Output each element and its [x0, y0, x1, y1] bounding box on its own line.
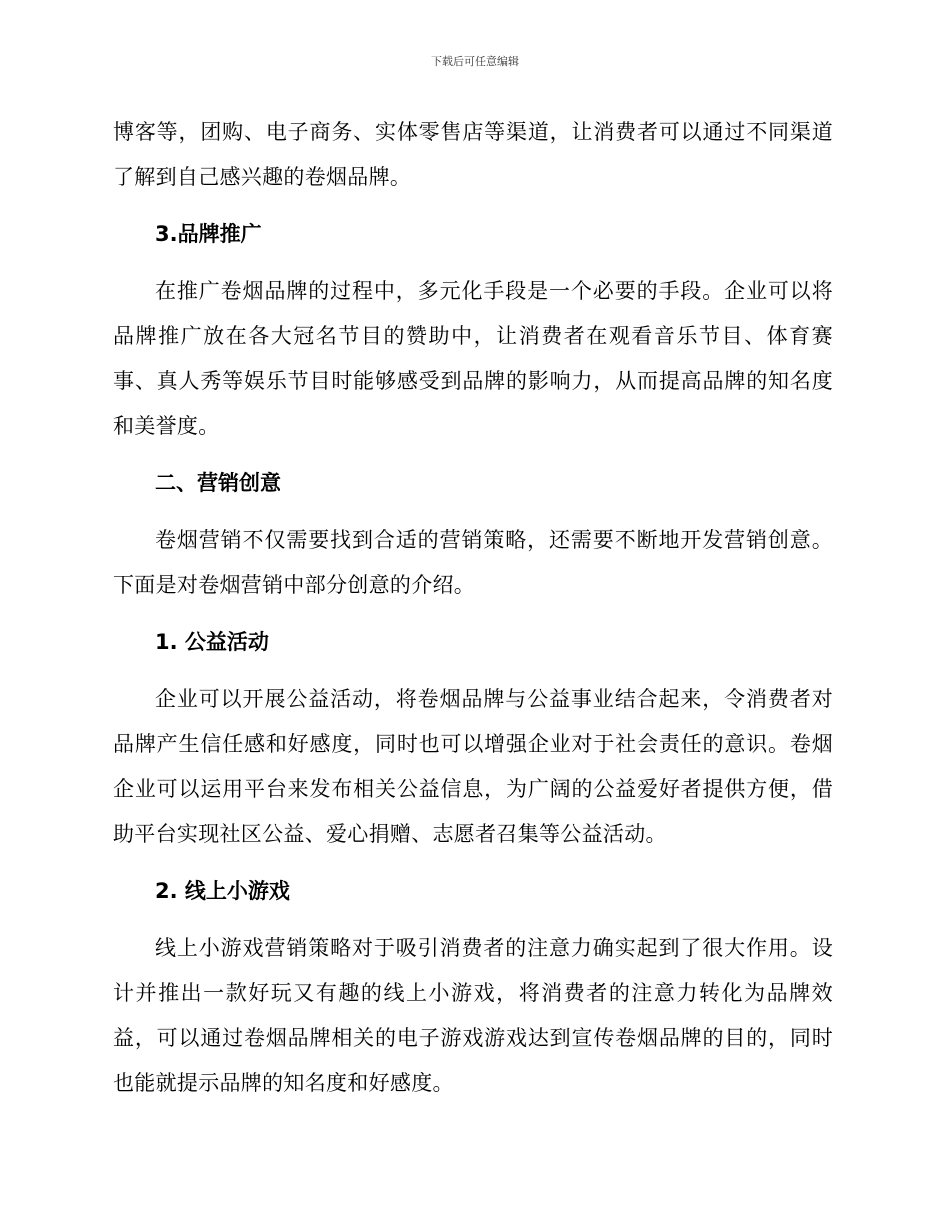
spacer [113, 257, 833, 269]
spacer [113, 200, 833, 212]
paragraph-charity-activities: 企业可以开展公益活动，将卷烟品牌与公益事业结合起来，令消费者对品牌产生信任感和好感度，同时也可以增强企业对于社会责任的意识。卷烟企业可以运用平台来发布相关公益信息，为广阔的公益爱好者提供方便，借助平台实现社区公益、爱心捐赠、志愿者召集等公益活动。 [113, 687, 833, 846]
heading-marketing-creative: 二、营销创意 [155, 471, 281, 495]
heading-charity-activities: 1. 公益活动 [155, 630, 269, 654]
heading-online-games: 2. 线上小游戏 [155, 879, 290, 903]
heading-brand-promotion: 3.品牌推广 [155, 222, 262, 246]
spacer [113, 857, 833, 869]
spacer [113, 506, 833, 518]
paragraph-online-games: 线上小游戏营销策略对于吸引消费者的注意力确实起到了很大作用。设计并推出一款好玩又有趣的线上小游戏，将消费者的注意力转化为品牌效益，可以通过卷烟品牌相关的电子游戏游戏达到宣传卷烟品牌的目的，同时也能就提示品牌的知名度和好感度。 [113, 936, 833, 1095]
paragraph-marketing-creative: 卷烟营销不仅需要找到合适的营销策略，还需要不断地开发营销创意。下面是对卷烟营销中部分创意的介绍。 [113, 528, 833, 597]
page-header-note: 下载后可任意编辑 [431, 55, 519, 68]
paragraph-brand-promotion: 在推广卷烟品牌的过程中，多元化手段是一个必要的手段。企业可以将品牌推广放在各大冠名节目的赞助中，让消费者在观看音乐节目、体育赛事、真人秀等娱乐节目时能够感受到品牌的影响力，从而提高品牌的知名度和美誉度。 [113, 279, 833, 438]
spacer [113, 608, 833, 620]
spacer [113, 665, 833, 677]
spacer [113, 914, 833, 926]
document-body [113, 110, 833, 1106]
spacer [113, 449, 833, 461]
paragraph-intro-continued: 博客等，团购、电子商务、实体零售店等渠道，让消费者可以通过不同渠道了解到自己感兴趣的卷烟品牌。 [113, 120, 833, 189]
